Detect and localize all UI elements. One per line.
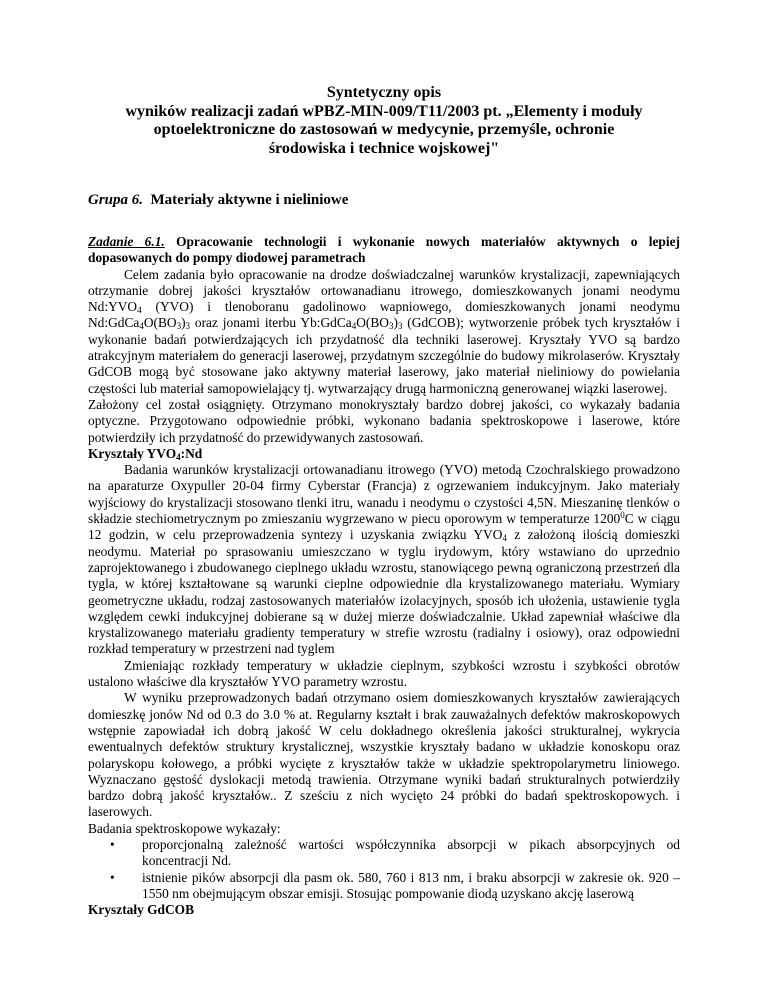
group-label: Grupa 6.	[88, 192, 144, 208]
paragraph-goal: Celem zadania było opracowanie na drodze doświadczalnej warunków krystalizacji, zapewniających otrzymanie dobrej jakości kryształów ortowanadianu itrowego, domieszkowanych jonami neodymu $Nd:YVO_4$ (YVO) i tlenoboranu gadolinowo wapniowego, domieszkowanych jonami neodymu $Nd:GdCa_4O(BO_3)_3$ oraz jonami iterbu $Yb:GdCa_4O(BO_3)_3$ (GdCOB); wytworzenie próbek tych kryształów i wykonanie badań potwierdzających ich przydatność dla techniki laserowej. Kryształy YVO są bardzo atrakcyjnym materiałem do generacji laserowej, przydatnym szczególnie do budowy mikrolaserów. Kryształy GdCOB mogą być stosowane jako aktywny materiał laserowy, jako materiał nieliniowy do powielania częstości lub materiał samopowielający tj. wytwarzający drugą harmoniczną generowanej wiązki laserowej.	[88, 266, 680, 396]
section-heading-gdcob: Kryształy GdCOB	[88, 902, 195, 918]
paragraph-spectroscopy: Badania spektroskopowe wykazały:	[88, 820, 281, 836]
title-line-1: Syntetyczny opis	[326, 84, 442, 101]
task-title: Opracowanie technologii i wykonanie nowych materiałów aktywnych o lepiej dopasowanych do pompy diodowej parametrach	[88, 234, 680, 266]
spectroscopy-list	[88, 837, 680, 902]
document-body	[88, 234, 680, 918]
group-heading	[88, 192, 348, 208]
paragraph-crystals: W wyniku przeprowadzonych badań otrzymano osiem domieszkowanych kryształów zawierających domieszkę jonów Nd od 0.3 do 3.0 % at. Regularny kształt i brak zauważalnych defektów makroskopowych wstępnie zapowiadał ich dobrą jakość W celu dokładnego określenia jakości strukturalnej, wykrycia ewentualnych defektów struktury krystalicznej, wszystkie kryształy badano w układzie konoskopu oraz polaryskopu kołowego, a próbki wycięte z kryształów także w układzie spektropolarymetru liniowego. Wyznaczano gęstość dyslokacji metodą trawienia. Otrzymane wyniki badań strukturalnych potwierdziły bardzo dobrą jakość kryształów.. Z sześciu z nich wycięto 24 próbki do badań spektroskopowych. i laserowych.	[88, 690, 680, 820]
task-label: Zadanie 6.1.	[88, 234, 165, 249]
title-line-2: wyników realizacji zadań wPBZ-MIN-009/T11/2003 pt. „Elementy i moduły	[125, 102, 643, 120]
task-heading	[88, 234, 680, 267]
list-item: • proporcjonalną zależność wartości współczynnika absorpcji w pikach absorpcyjnych od koncentracji Nd.	[124, 837, 680, 870]
title-line-4: środowiska i technice wojskowej"	[268, 139, 500, 157]
paragraph-crystallization: Badania warunków krystalizacji ortowanadianu itrowego (YVO) metodą Czochralskiego prowadzono na aparaturze Oxypuller 20-04 firmy Cyberstar (Francja) z ogrzewaniem indukcyjnym. Jako materiały wyjściowy do krystalizacji stosowano tlenki itru, wanadu i neodymu o czystości 4,5N. Mieszaninę tlenków o składzie stechiometrycznym po zmieszaniu wygrzewano w piecu oporowym w temperaturze 1200$^0$C w ciągu 12 godzin, w celu przeprowadzenia syntezy i uzyskania związku $YVO_4$ z założoną ilością domieszki neodymu. Materiał po sprasowaniu umieszczano w tyglu irydowym, który wstawiano do uprzednio zaprojektowanego i zbudowanego cieplnego układu wzrostu, stanowiącego pewną ograniczoną przestrzeń dla tygla, w której kształtowane są warunki cieplne odpowiednie dla krystalizowanego materiału. Wymiary geometryczne układu, rodzaj zastosowanych materiałów izolacyjnych, sposób ich ułożenia, ustawienie tygla względem cewki indukcyjnej dobierane są w dużej mierze doświadczalnie. Układ zapewniał właściwe dla krystalizowanego materiału gradienty temperatury w strefie wzrostu (radialny i osiowy), oraz odpowiedni rozkład temperatury w przestrzeni nad tyglem	[88, 462, 681, 657]
section-heading-yvo: Kryształy $YVO_4:Nd$	[88, 445, 203, 462]
group-name: Materiały aktywne i nieliniowe	[150, 192, 349, 208]
title-line-3: optoelektroniczne do zastosowań w medycynie, przemyśle, ochronie	[153, 121, 615, 138]
list-item: • istnienie pików absorpcji dla pasm ok. 580, 760 i 813 nm, i braku absorpcji w zakresie ok. 920 – 1550 nm obejmującym obszar emisji. Stosując pompowanie diodą uzyskano akcję laserową	[124, 870, 680, 903]
paragraph-result: Założony cel został osiągnięty. Otrzymano monokryształy bardzo dobrej jakości, co wykazały badania optyczne. Przygotowano odpowiednie próbki, wykonano badania spektroskopowe i laserowe, które potwierdziły ich przydatność do przewidywanych zastosowań.	[88, 396, 680, 445]
paragraph-parameters: Zmieniając rozkłady temperatury w układzie cieplnym, szybkości wzrostu i szybkości obrotów ustalono właściwe dla kryształów YVO parametry wzrostu.	[88, 657, 680, 690]
document-title	[88, 84, 680, 158]
